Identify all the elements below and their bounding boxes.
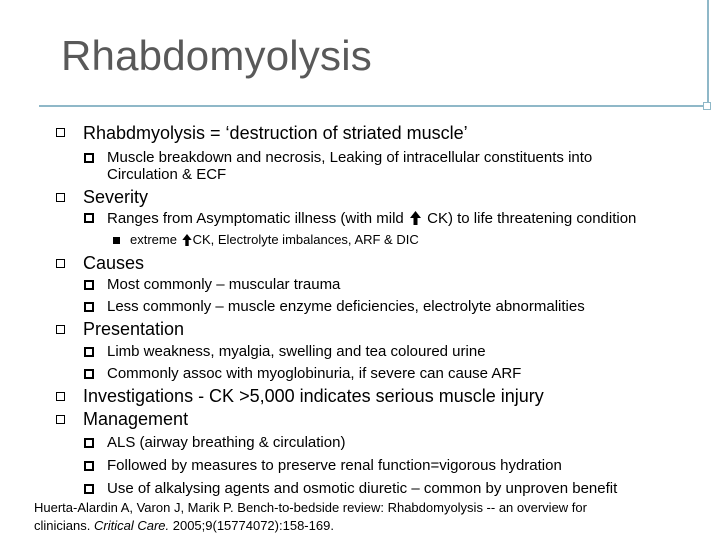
bullet-definition: Rhabdmyolysis = ‘destruction of striated muscle’	[83, 123, 468, 143]
up-arrow-icon	[410, 211, 421, 225]
reference-line-1: Huerta-Alardin A, Varon J, Marik P. Bench-to-bedside review: Rhabdomyolysis -- an overview for	[34, 500, 587, 515]
severity-range-text-a: Ranges from Asymptomatic illness (with mild	[107, 210, 404, 227]
sub-bullet-presentation-limb: Limb weakness, myalgia, swelling and tea coloured urine	[107, 343, 486, 360]
corner-square-icon	[703, 102, 711, 110]
square-bullet-icon	[56, 259, 65, 268]
corner-vertical-line	[707, 0, 709, 108]
reference-authors-end: clinicians.	[34, 518, 91, 533]
square-bullet-icon	[113, 237, 120, 244]
slide-title: Rhabdomyolysis	[61, 32, 372, 79]
bullet-management: Management	[83, 409, 189, 429]
square-bullet-icon	[84, 280, 94, 290]
reference-citation: 2005;9(15774072):158-169.	[172, 518, 334, 533]
sub-bullet-causes-less-common: Less commonly – muscle enzyme deficiencies, electrolyte abnormalities	[107, 298, 585, 315]
sub-bullet-management-als: ALS (airway breathing & circulation)	[107, 434, 346, 451]
square-bullet-icon	[56, 392, 65, 401]
square-bullet-icon	[84, 484, 94, 494]
square-bullet-icon	[56, 193, 65, 202]
reference-journal: Critical Care.	[93, 518, 170, 533]
sub-bullet-management-renal: Followed by measures to preserve renal function=vigorous hydration	[107, 457, 562, 474]
bullet-presentation: Presentation	[83, 319, 185, 339]
sub-bullet-management-alkalysing: Use of alkalysing agents and osmotic diuretic – common by unproven benefit	[107, 480, 618, 497]
severity-range-text-b: CK) to life threatening condition	[427, 210, 637, 227]
sub-bullet-muscle-breakdown: Muscle breakdown and necrosis, Leaking of intracellular constituents into	[107, 149, 593, 166]
square-bullet-icon	[56, 415, 65, 424]
square-bullet-icon	[84, 153, 94, 163]
bullet-causes: Causes	[83, 253, 145, 273]
bullet-severity: Severity	[83, 187, 149, 207]
sub-bullet-causes-common: Most commonly – muscular trauma	[107, 276, 341, 293]
sub-bullet-muscle-breakdown-cont: Circulation & ECF	[107, 166, 227, 183]
square-bullet-icon	[84, 213, 94, 223]
sub-bullet-severity-range	[107, 210, 636, 227]
square-bullet-icon	[84, 347, 94, 357]
sub-bullet-presentation-myoglobinuria: Commonly assoc with myoglobinuria, if severe can cause ARF	[107, 365, 522, 382]
reference-line-2	[34, 518, 334, 533]
sub-sub-bullet-extreme	[130, 232, 419, 247]
square-bullet-icon	[84, 369, 94, 379]
square-bullet-icon	[84, 438, 94, 448]
extreme-text-b: CK, Electrolyte imbalances, ARF & DIC	[192, 232, 419, 247]
up-arrow-icon	[182, 234, 192, 246]
bullet-investigations: Investigations - CK >5,000 indicates serious muscle injury	[83, 386, 544, 406]
square-bullet-icon	[56, 128, 65, 137]
square-bullet-icon	[84, 461, 94, 471]
square-bullet-icon	[84, 302, 94, 312]
square-bullet-icon	[56, 325, 65, 334]
extreme-text-a: extreme	[130, 232, 177, 247]
title-divider	[39, 105, 705, 107]
